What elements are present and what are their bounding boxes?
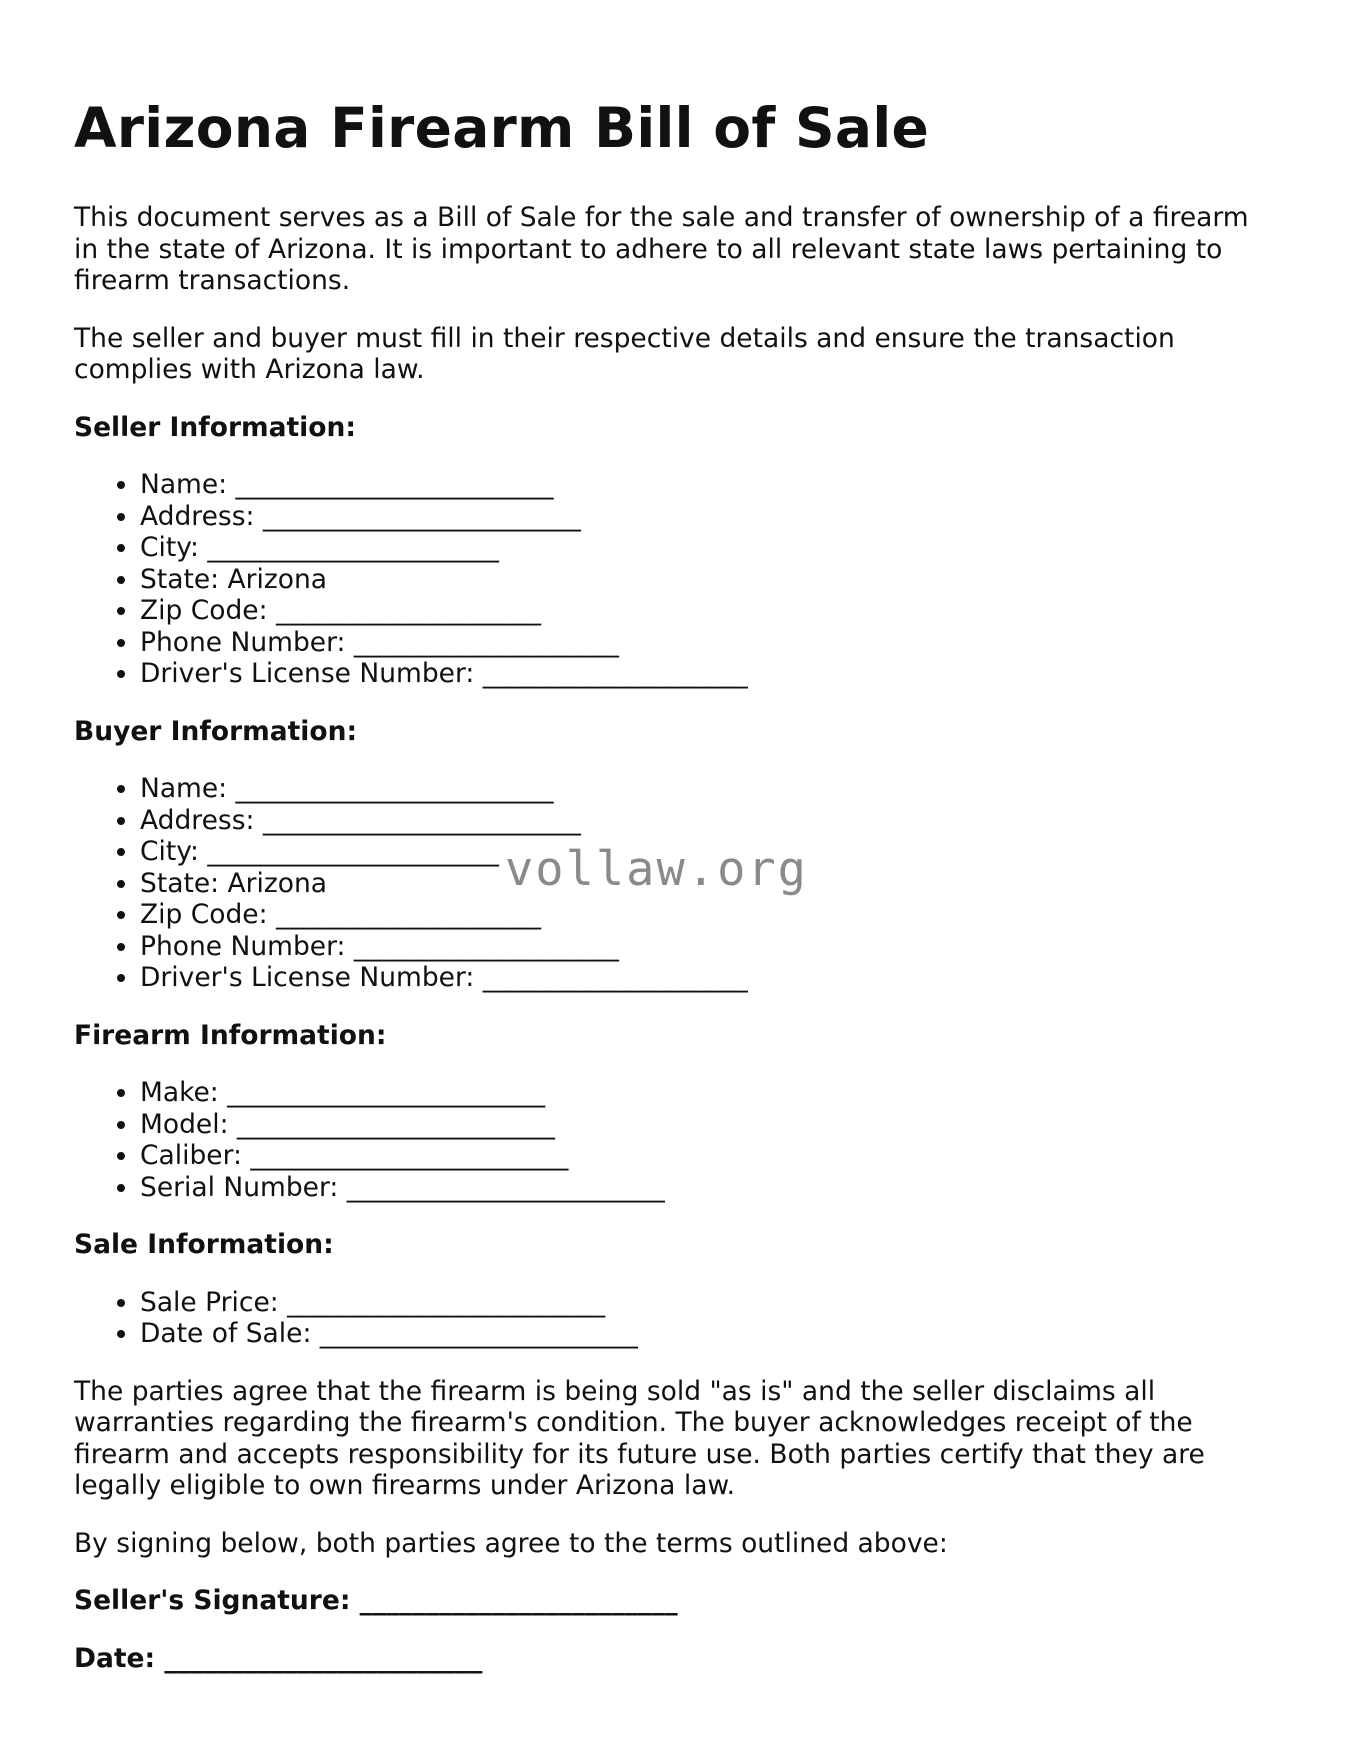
buyer-phone-field: • Phone Number: ____________________ (140, 931, 1274, 963)
seller-signature-line: Seller's Signature: ________________________ (74, 1585, 678, 1616)
seller-info-heading: Seller Information: (74, 411, 356, 443)
seller-phone-field: • Phone Number: ____________________ (140, 627, 1274, 659)
seller-info-list (74, 469, 1274, 690)
instructions-paragraph: The seller and buyer must fill in their respective details and ensure the transaction complies with Arizona law. (74, 322, 1175, 385)
sale-date-field: • Date of Sale: ________________________ (140, 1318, 1274, 1350)
terms-paragraph: The parties agree that the firearm is being sold "as is" and the seller disclaims all warranties regarding the firearm's condition. The buyer acknowledges receipt of the firearm and accepts responsibility for its future use. Both parties certify that they are legally eligible to own firearms under Arizona law. (74, 1375, 1205, 1501)
watermark: vollaw.org (505, 842, 808, 897)
sale-info-list (74, 1287, 1274, 1350)
intro-paragraph: This document serves as a Bill of Sale for the sale and transfer of ownership of a firearm in the state of Arizona. It is important to adhere to all relevant state laws pertaining to firearm transactions. (74, 202, 1249, 296)
firearm-info-heading: Firearm Information: (74, 1019, 387, 1051)
firearm-caliber-field: • Caliber: ________________________ (140, 1140, 1274, 1172)
seller-name-field: • Name: ________________________ (140, 469, 1274, 501)
sale-price-field: • Sale Price: ________________________ (140, 1287, 1274, 1319)
agreement-paragraph: By signing below, both parties agree to the terms outlined above: (74, 1527, 948, 1559)
page-title: Arizona Firearm Bill of Sale (74, 96, 930, 160)
buyer-state-field: • State: Arizona (140, 868, 1274, 900)
firearm-info-list (74, 1077, 1274, 1203)
sale-info-heading: Sale Information: (74, 1229, 334, 1260)
seller-zip-field: • Zip Code: ____________________ (140, 595, 1274, 627)
seller-license-field: • Driver's License Number: ____________________ (140, 658, 1274, 690)
buyer-city-field: • City: ______________________ (140, 836, 1274, 868)
buyer-zip-field: • Zip Code: ____________________ (140, 899, 1274, 931)
firearm-model-field: • Model: ________________________ (140, 1109, 1274, 1141)
seller-address-field: • Address: ________________________ (140, 501, 1274, 533)
buyer-license-field: • Driver's License Number: ____________________ (140, 962, 1274, 994)
buyer-address-field: • Address: ________________________ (140, 805, 1274, 837)
firearm-make-field: • Make: ________________________ (140, 1077, 1274, 1109)
seller-state-field: • State: Arizona (140, 564, 1274, 596)
buyer-info-heading: Buyer Information: (74, 715, 358, 747)
seller-city-field: • City: ______________________ (140, 532, 1274, 564)
firearm-serial-field: • Serial Number: ________________________ (140, 1172, 1274, 1204)
signature-date-line: Date: ________________________ (74, 1642, 483, 1674)
buyer-name-field: • Name: ________________________ (140, 773, 1274, 805)
